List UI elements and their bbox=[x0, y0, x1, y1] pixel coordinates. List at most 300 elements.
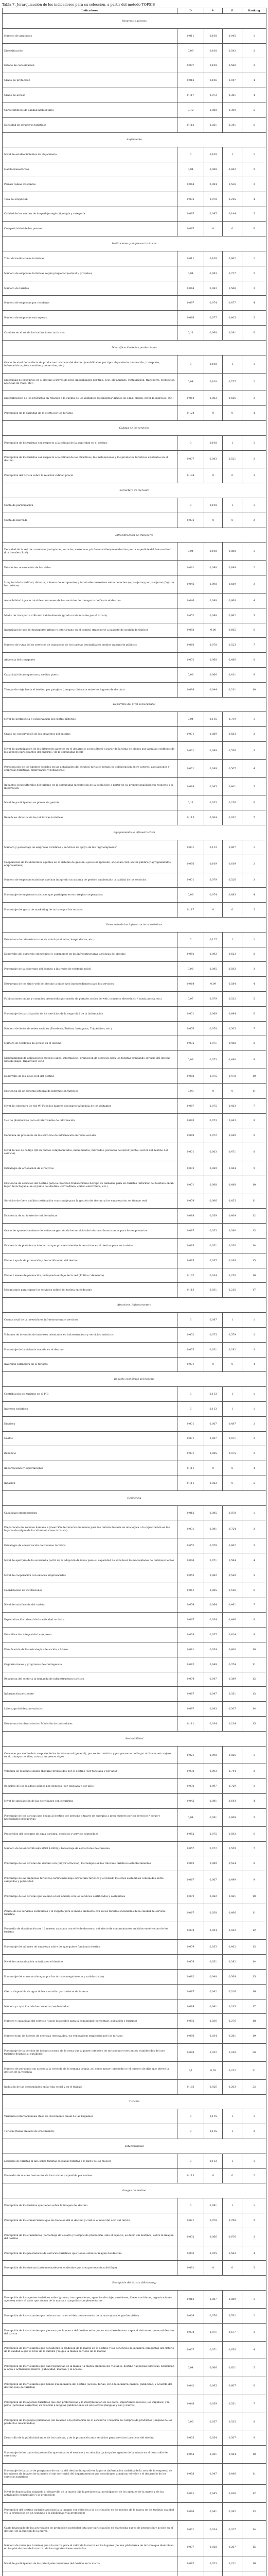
p-value: 0,483 bbox=[223, 888, 242, 903]
p-value: 0 bbox=[223, 2168, 242, 2183]
table-row bbox=[3, 1628, 266, 1642]
indicator-name: Porcentaje de la porción de infraestructura de la costa que al poner intensivo de turismo por (vertientes/ establecidos del uso turístico dejando su equilibrio) bbox=[3, 2044, 177, 2062]
table-row bbox=[3, 992, 266, 1007]
p-value: 1 bbox=[223, 932, 242, 947]
d-value: 0,032 bbox=[177, 2228, 204, 2246]
ranking-value: 8 bbox=[242, 1856, 266, 1871]
ranking-value: 5 bbox=[242, 103, 266, 117]
table-row bbox=[3, 2556, 266, 2571]
ranking-value: 9 bbox=[242, 1128, 266, 1143]
table-row bbox=[3, 1871, 266, 1889]
table-row bbox=[3, 1327, 266, 1342]
table-row bbox=[3, 759, 266, 777]
d-value: 0,11 bbox=[177, 326, 204, 341]
d-value: 0,075 bbox=[177, 192, 204, 207]
p-value: 0,327 bbox=[223, 2520, 242, 2538]
indicator-name: Porcentaje del número de empresas sobre las que quiere funcionar destino bbox=[3, 1940, 177, 1955]
ranking-value: 11 bbox=[242, 1083, 266, 1098]
s-value: 0,108 bbox=[204, 355, 223, 373]
s-value: 0,026 bbox=[204, 2079, 223, 2094]
indicator-name: Número de empresas extranjeras bbox=[3, 311, 177, 326]
indicator-name: Número de empresas turísticas según propiedad (estatal y privadas) bbox=[3, 266, 177, 281]
table-row bbox=[3, 1889, 266, 1904]
s-value: 0,065 bbox=[204, 1583, 223, 1598]
indicator-name: Porcentaje de empresas turísticas que participan en estrategias cooperativas bbox=[3, 888, 177, 903]
table-row bbox=[3, 162, 266, 177]
p-value: 0,762 bbox=[223, 2308, 242, 2323]
table-row bbox=[3, 667, 266, 682]
p-value: 1 bbox=[223, 435, 242, 450]
ranking-value: 6 bbox=[242, 1006, 266, 1021]
s-value: 0,108 bbox=[204, 373, 223, 391]
table-row bbox=[3, 543, 266, 561]
indicator-name: Plazas / ayuda de promoción y de certificación del destino bbox=[3, 1253, 177, 1268]
indicator-name: Número y porcentaje de empresas turísticas y servicios de apoyo de las "agroempresas" bbox=[3, 840, 177, 855]
s-value: 0,059 bbox=[204, 1209, 223, 1224]
p-value: 0 bbox=[223, 903, 242, 918]
d-value: 0,021 bbox=[177, 1746, 204, 1764]
table-row bbox=[3, 1224, 266, 1239]
ranking-value: 4 bbox=[242, 192, 266, 207]
p-value: 0,737 bbox=[223, 373, 242, 391]
table-row bbox=[3, 2168, 266, 2183]
ranking-value: 13 bbox=[242, 1687, 266, 1702]
table-row bbox=[3, 1268, 266, 1283]
ranking-value: 10 bbox=[242, 682, 266, 697]
d-value: 0,052 bbox=[177, 1568, 204, 1583]
p-value: 0,560 bbox=[223, 58, 242, 73]
p-value: 0 bbox=[223, 1476, 242, 1491]
table-row bbox=[3, 326, 266, 341]
d-value: 0,034 bbox=[177, 2323, 204, 2341]
table-row bbox=[3, 623, 266, 638]
indicator-name: Nivel de pertinencia o conservación del centro histórico bbox=[3, 712, 177, 727]
d-value: 0,111 bbox=[177, 1717, 204, 1732]
table-row bbox=[3, 1583, 266, 1598]
indicator-name: Organizaciones y programas de contingencia bbox=[3, 1657, 177, 1672]
indicator-name: Existencia de un sistema integral de información turística bbox=[3, 1083, 177, 1098]
section-header-row bbox=[3, 1490, 266, 1505]
ranking-value: 14 bbox=[242, 2520, 266, 2538]
indicator-name: Disponibilidad de aplicaciones móviles (apps: información, promoción de servicios para los turistas brindando servicio del destino (google maps, tripadvisor, etc.) bbox=[3, 1051, 177, 1069]
table-row bbox=[3, 2261, 266, 2276]
d-value: 0,071 bbox=[177, 2520, 204, 2538]
p-value: 0 bbox=[223, 513, 242, 528]
table-row bbox=[3, 593, 266, 608]
p-value: 0,523 bbox=[223, 638, 242, 653]
section-header-row bbox=[3, 1731, 266, 1746]
table-row bbox=[3, 840, 266, 855]
indicator-name: Estructura de observatorio / Medición de indicadores bbox=[3, 1717, 177, 1732]
p-value: 0,392 bbox=[223, 1955, 242, 1970]
s-value: 0,091 bbox=[204, 2198, 223, 2213]
p-value: 0 bbox=[223, 468, 242, 483]
p-value: 0,315 bbox=[223, 1999, 242, 2014]
p-value: 0 bbox=[223, 406, 242, 421]
ranking-value: 1 bbox=[242, 435, 266, 450]
indicator-name: Tiempo de viaje hacia el destino por pasajero (tiempo y distancia entre los lugares de destino) bbox=[3, 682, 177, 697]
ranking-value: 1 bbox=[242, 1746, 266, 1764]
d-value: 0,11 bbox=[177, 795, 204, 810]
d-value: 0,04 bbox=[177, 2359, 204, 2377]
indicator-name: Número de personas con acceso a la vivienda de la semana propia, así como mayor (promedio) y el número de días que ofrece la gestión de la vivienda bbox=[3, 2061, 177, 2079]
table-row bbox=[3, 2485, 266, 2503]
ranking-value: 3 bbox=[242, 742, 266, 760]
ranking-value: 4 bbox=[242, 888, 266, 903]
ranking-value: 2 bbox=[242, 513, 266, 528]
ranking-value: 3 bbox=[242, 468, 266, 483]
ranking-value: 3 bbox=[242, 1342, 266, 1357]
p-value: 0,463 bbox=[223, 162, 242, 177]
header-s: S⁻ bbox=[204, 8, 223, 14]
table-row bbox=[3, 810, 266, 825]
ranking-value: 2 bbox=[242, 855, 266, 873]
p-value: 1 bbox=[223, 2109, 242, 2124]
p-value: 0,276 bbox=[223, 2014, 242, 2029]
p-value: 0,381 bbox=[223, 326, 242, 341]
indicator-name: Percepción de los visitantes que dan respuestas de la marca (la marca empresa del visitante, destino / agencias turísticas, benefician al área e actividades (marca, publicidad, marcas, y el acceso) bbox=[3, 2359, 177, 2377]
indicator-name: Cambios en el rol de las instituciones turísticas bbox=[3, 326, 177, 341]
table-row bbox=[3, 1520, 266, 1538]
s-value: 0 bbox=[204, 513, 223, 528]
p-value: 0,466 bbox=[223, 1904, 242, 1922]
indicator-name: Número de rutas de los servicios de transporte de los turistas (modalidades medios transporte públicos bbox=[3, 638, 177, 653]
s-value: 0,098 bbox=[204, 1746, 223, 1764]
indicator-name: Plazas / meses de promoción, incluyendo el flujo de la red (Tráfico / demanda) bbox=[3, 1268, 177, 1283]
table-row bbox=[3, 1006, 266, 1021]
indicator-name: Información pertinente bbox=[3, 1687, 177, 1702]
s-value: 0,045 bbox=[204, 777, 223, 795]
p-value: 0,505 bbox=[223, 1021, 242, 1036]
section-title: Percepción del turista (Marketing) bbox=[3, 2276, 266, 2291]
indicator-name: Cooperación de los diferentes agentes en el sistema de gestión: ejecución (privado, sociedad civil, sector público y agrupamientos empresariales) bbox=[3, 855, 177, 873]
ranking-value: 7 bbox=[242, 638, 266, 653]
d-value: 0,043 bbox=[177, 2246, 204, 2261]
p-value: 0,559 bbox=[223, 1841, 242, 1856]
d-value: 0,071 bbox=[177, 1416, 204, 1431]
ranking-value: 5 bbox=[242, 1808, 266, 1826]
s-value: 0,054 bbox=[204, 1922, 223, 1940]
s-value: 0,071 bbox=[204, 2341, 223, 2359]
p-value: 0,739 bbox=[223, 712, 242, 727]
s-value: 0,087 bbox=[204, 1313, 223, 1328]
d-value: 0,064 bbox=[177, 391, 204, 406]
s-value: 0,047 bbox=[204, 1687, 223, 1702]
table-row bbox=[3, 2124, 266, 2139]
table-row bbox=[3, 1143, 266, 1161]
section-title: Calidad de los servicios bbox=[3, 420, 266, 435]
ranking-value: 1 bbox=[242, 355, 266, 373]
ranking-value: 2 bbox=[242, 561, 266, 575]
p-value: 0,350 bbox=[223, 1239, 242, 1253]
d-value: 0,102 bbox=[177, 1268, 204, 1283]
d-value: 0,052 bbox=[177, 608, 204, 623]
d-value: 0,031 bbox=[177, 840, 204, 855]
indicator-name: Densidad de la red de carreteras (autopistas, autovías, carreteras y/o ferrocarriles) en el destino por la superficie del área en Km² (km lineales / km²) bbox=[3, 543, 177, 561]
s-value: 0,078 bbox=[204, 638, 223, 653]
s-value: 0,089 bbox=[204, 759, 223, 777]
d-value: 0,078 bbox=[177, 1628, 204, 1642]
ranking-value: 9 bbox=[242, 2431, 266, 2446]
p-value: 1 bbox=[223, 2154, 242, 2168]
d-value: 0,079 bbox=[177, 1940, 204, 1955]
table-row bbox=[3, 962, 266, 977]
table-row bbox=[3, 147, 266, 162]
indicator-name: Nivel de uso de código QR en puntos comprometidos, monumentos, mercados, personas del nivel (punto / sector del destino del servicio) bbox=[3, 1143, 177, 1161]
table-row bbox=[3, 1446, 266, 1461]
s-value: 0,067 bbox=[204, 1416, 223, 1431]
section-title: Infraestructura de transporte bbox=[3, 528, 266, 543]
d-value: 0,053 bbox=[177, 2431, 204, 2446]
table-row bbox=[3, 1764, 266, 1779]
ranking-value: 6 bbox=[242, 1583, 266, 1598]
d-value: 0,115 bbox=[177, 810, 204, 825]
indicator-name: Porcentaje de la cobertura del destino a las redes de telefonía móvil bbox=[3, 962, 177, 977]
p-value: 0,724 bbox=[223, 1520, 242, 1538]
indicator-name: Nivel de cobertura de red Wi-Fi en los lugares con mayor afluencia de los visitantes bbox=[3, 1098, 177, 1113]
table-row bbox=[3, 2413, 266, 2431]
table-row bbox=[3, 2154, 266, 2168]
d-value: 0,071 bbox=[177, 1446, 204, 1461]
d-value: 0,074 bbox=[177, 1922, 204, 1940]
indicator-name: Porcentaje de los datos de promoción que tomaron el servicio y su relación (principales agentes de la misma en el desarrollo de servicios) bbox=[3, 2446, 177, 2464]
s-value: 0,041 bbox=[204, 1999, 223, 2014]
ranking-value: 7 bbox=[242, 1598, 266, 1613]
indicator-name: Llegadas de turistas al año sobre turistas (llegadas turistas a lo largo de los meses) bbox=[3, 2154, 177, 2168]
s-value: 0,062 bbox=[204, 1568, 223, 1583]
p-value: 0,477 bbox=[223, 296, 242, 311]
table-row bbox=[3, 977, 266, 992]
p-value bbox=[223, 2571, 242, 2576]
d-value: 0,052 bbox=[177, 1826, 204, 1841]
indicator-name: Longitud de la vialidad, directos, número de aeropuertos y terminales terrestres sobre derechos (o pasajeros) por pasajeros (flujo de los turistas) bbox=[3, 575, 177, 594]
ranking-value: 13 bbox=[242, 1224, 266, 1239]
ranking-value: 3 bbox=[242, 58, 266, 73]
indicator-name: Beneficios directos de las iniciativas turísticas bbox=[3, 810, 177, 825]
p-value: 0,605 bbox=[223, 623, 242, 638]
p-value: 0,248 bbox=[223, 2044, 242, 2062]
ranking-value: 3 bbox=[242, 873, 266, 888]
ranking-value: 1 bbox=[242, 147, 266, 162]
s-value: 0,115 bbox=[204, 2124, 223, 2139]
indicator-name: Número de empresas por residente bbox=[3, 296, 177, 311]
s-value: 0,067 bbox=[204, 1871, 223, 1889]
section-title: Turismo bbox=[3, 2094, 266, 2109]
d-value: 0,097 bbox=[177, 1702, 204, 1717]
ranking-value: 2 bbox=[242, 947, 266, 962]
table-row bbox=[3, 2377, 266, 2395]
indicator-name: Percepción de los visitantes que tienen que la marca del destino (acceso, ferias, etc.) de la marca (marca, publicidad, y acuerdo del destino (uso de turistas) bbox=[3, 2377, 177, 2395]
s-value: 0 bbox=[204, 903, 223, 918]
section-header-row bbox=[3, 2094, 266, 2109]
d-value: 0,079 bbox=[177, 1955, 204, 1970]
d-value: 0,079 bbox=[177, 1194, 204, 1209]
s-value: 0 bbox=[204, 222, 223, 236]
table-row bbox=[3, 1161, 266, 1176]
p-value: 0,532 bbox=[223, 992, 242, 1007]
p-value: 0,326 bbox=[223, 1984, 242, 1999]
section-title: Estructura de mercado bbox=[3, 483, 266, 498]
ranking-value: 7 bbox=[242, 1098, 266, 1113]
d-value: 0,046 bbox=[177, 575, 204, 594]
ranking-value: 2 bbox=[242, 2124, 266, 2139]
indicator-name: Volumen de residuos sólidos (basura) producidos por el destino (por tonelada y por año) bbox=[3, 1764, 177, 1779]
s-value: 0,065 bbox=[204, 1446, 223, 1461]
section-title: Desarrollo del nivel sociocultural bbox=[3, 697, 266, 712]
ranking-value: 7 bbox=[242, 2395, 266, 2413]
d-value: 0,097 bbox=[177, 222, 204, 236]
p-value: 0,401 bbox=[223, 777, 242, 795]
ranking-value: 1 bbox=[242, 1313, 266, 1328]
p-value: 0,443 bbox=[223, 1113, 242, 1128]
ranking-value: 5 bbox=[242, 311, 266, 326]
indicator-name: Percepción de los prestadores de servicios turísticos que tienen sobre la imagen del destino bbox=[3, 2246, 177, 2261]
s-value: 0,077 bbox=[204, 311, 223, 326]
section-title: Recursos y accesos bbox=[3, 14, 266, 29]
indicator-name: Participación de los agentes sociales en las actividades del servicio turístico (grado ej. colaboración entre actores, asociaciones y empresas turísticas, empresarios y pobladores) bbox=[3, 759, 177, 777]
section-title: Imagen de destino bbox=[3, 2183, 266, 2198]
table-row bbox=[3, 1779, 266, 1794]
d-value: 0 bbox=[177, 1313, 204, 1328]
section-header-row bbox=[3, 528, 266, 543]
indicator-name: Existencia de plataforma interactiva que provee viviendas interactivas en el destino para los turistas bbox=[3, 1239, 177, 1253]
ranking-value: 16 bbox=[242, 1268, 266, 1283]
indicator-name: Estrategia de ordenación de atractivos bbox=[3, 1161, 177, 1176]
ranking-value: 6 bbox=[242, 222, 266, 236]
p-value: 0,484 bbox=[223, 2446, 242, 2464]
indicator-name: Beneficio bbox=[3, 1446, 177, 1461]
p-value: 1 bbox=[223, 147, 242, 162]
d-value: 0,046 bbox=[177, 1553, 204, 1568]
indicator-name: Desarrollo de la publicidad antes de los turistas, y de la promoción ante servicios para servicios turísticos del destino bbox=[3, 2431, 177, 2446]
table-row bbox=[3, 855, 266, 873]
s-value: 0,053 bbox=[204, 1224, 223, 1239]
table-row bbox=[3, 777, 266, 795]
indicator-name: Percepción de los ciudadanos (porcentaje de usuario y tiempos de promoción, sino el espacio, es decir, sin destinos) sobre la imagen del destino bbox=[3, 2228, 177, 2246]
ranking-value: 11 bbox=[242, 2464, 266, 2485]
ranking-value: 13 bbox=[242, 1940, 266, 1955]
section-header-row bbox=[3, 236, 266, 251]
table-row bbox=[3, 1431, 266, 1446]
table-row bbox=[3, 1051, 266, 1069]
p-value: 0,729 bbox=[223, 1779, 242, 1794]
d-value: 0,088 bbox=[177, 1209, 204, 1224]
section-header-row bbox=[3, 825, 266, 840]
d-value: 0,074 bbox=[177, 1598, 204, 1613]
s-value: 0,073 bbox=[204, 1113, 223, 1128]
s-value: 0,068 bbox=[204, 653, 223, 668]
table-row bbox=[3, 1642, 266, 1657]
section-title: Sostenibilidad bbox=[3, 1731, 266, 1746]
s-value: 0,034 bbox=[204, 1717, 223, 1732]
s-value: 0,098 bbox=[204, 593, 223, 608]
indicator-name: Cuota de mercado bbox=[3, 513, 177, 528]
p-value: 0,449 bbox=[223, 1128, 242, 1143]
ranking-value: 22 bbox=[242, 2079, 266, 2094]
s-value: 0,048 bbox=[204, 1970, 223, 1985]
section-header-row bbox=[3, 420, 266, 435]
s-value: 0 bbox=[204, 1357, 223, 1372]
indicator-name: Nivel de establecimientos de alojamiento bbox=[3, 147, 177, 162]
d-value: 0,071 bbox=[177, 1431, 204, 1446]
p-value: 0,267 bbox=[223, 2538, 242, 2556]
indicator-name: Reciclaje de los residuos sólidos por destinos (por tonelada y por año) bbox=[3, 1779, 177, 1794]
table-row bbox=[3, 88, 266, 103]
s-value: 0,032 bbox=[204, 2044, 223, 2062]
d-value: 0,067 bbox=[177, 1871, 204, 1889]
table-row bbox=[3, 1955, 266, 1970]
indicator-name: Grado de acceso bbox=[3, 88, 177, 103]
d-value: 0 bbox=[177, 2154, 204, 2168]
p-value: 0,516 bbox=[223, 1583, 242, 1598]
table-row bbox=[3, 1984, 266, 1999]
indicator-name: Nivel de participación de los principales miembros del destino en la marca bbox=[3, 2556, 177, 2571]
table-row bbox=[3, 638, 266, 653]
s-value: 0,033 bbox=[204, 795, 223, 810]
d-value: 0,072 bbox=[177, 1889, 204, 1904]
table-row bbox=[3, 1357, 266, 1372]
p-value: 0,507 bbox=[223, 759, 242, 777]
table-row bbox=[3, 1113, 266, 1128]
table-row bbox=[3, 435, 266, 450]
table-row bbox=[3, 1687, 266, 1702]
indicator-name: Promedio de disminución (en 12 meses) asociado con el % de descenso del efecto de contaminantes emitidos en el vecino de los turistas bbox=[3, 1922, 177, 1940]
table-row bbox=[3, 2502, 266, 2520]
p-value: 0,668 bbox=[223, 593, 242, 608]
s-value: 0,117 bbox=[204, 932, 223, 947]
table-row bbox=[3, 1538, 266, 1553]
s-value: 0,073 bbox=[204, 1051, 223, 1069]
table-row bbox=[3, 1808, 266, 1826]
p-value: 0,234 bbox=[223, 1717, 242, 1732]
ranking-value: 16 bbox=[242, 2556, 266, 2571]
ranking-value: 3 bbox=[242, 2228, 266, 2246]
s-value: 0,087 bbox=[204, 2291, 223, 2309]
d-value: 0,098 bbox=[177, 2044, 204, 2062]
indicator-name: Número de atractivos bbox=[3, 28, 177, 43]
s-value: 0,057 bbox=[204, 2413, 223, 2431]
ranking-value: 4 bbox=[242, 296, 266, 311]
d-value: 0,095 bbox=[177, 1239, 204, 1253]
section-title: Estacionalidad bbox=[3, 2139, 266, 2154]
p-value: 0,461 bbox=[223, 1598, 242, 1613]
s-value: 0,081 bbox=[204, 1520, 223, 1538]
table-row bbox=[3, 2291, 266, 2309]
d-value: 0 bbox=[177, 2124, 204, 2139]
s-value: 0,089 bbox=[204, 727, 223, 742]
d-value: 0,082 bbox=[177, 1657, 204, 1672]
indicator-name: Grado de nivel de la oferta de productos turísticos del destino (modalidades por tipo: alojamiento, recreación, transporte, información a pista, cambios y comercios, etc.) bbox=[3, 355, 177, 373]
p-value: 0,676 bbox=[223, 2228, 242, 2246]
d-value: 0,061 bbox=[177, 561, 204, 575]
s-value: 0,042 bbox=[204, 1984, 223, 1999]
indicator-name: Intensidad de uso del transporte urbano e interurbano en el destino (transporte a paquete de gestión de tráfico) bbox=[3, 623, 177, 638]
ranking-value: 4 bbox=[242, 2246, 266, 2261]
indicator-name: Número de hotel certificados (ISO 14000) y Porcentaje de estructuras de consumo bbox=[3, 1841, 177, 1856]
s-value: 0,041 bbox=[204, 2502, 223, 2520]
ranking-value: 5 bbox=[242, 207, 266, 222]
s-value: 0,09 bbox=[204, 977, 223, 992]
d-value: 0,087 bbox=[177, 1687, 204, 1702]
s-value: 0,083 bbox=[204, 391, 223, 406]
s-value: 0,084 bbox=[204, 177, 223, 192]
indicator-name: Ingresos turísticos bbox=[3, 1401, 177, 1416]
table-row bbox=[3, 2014, 266, 2029]
p-value: 0,269 bbox=[223, 1253, 242, 1268]
s-value: 0,076 bbox=[204, 2308, 223, 2323]
d-value: 0,113 bbox=[177, 2168, 204, 2183]
ranking-value: 10 bbox=[242, 1642, 266, 1657]
